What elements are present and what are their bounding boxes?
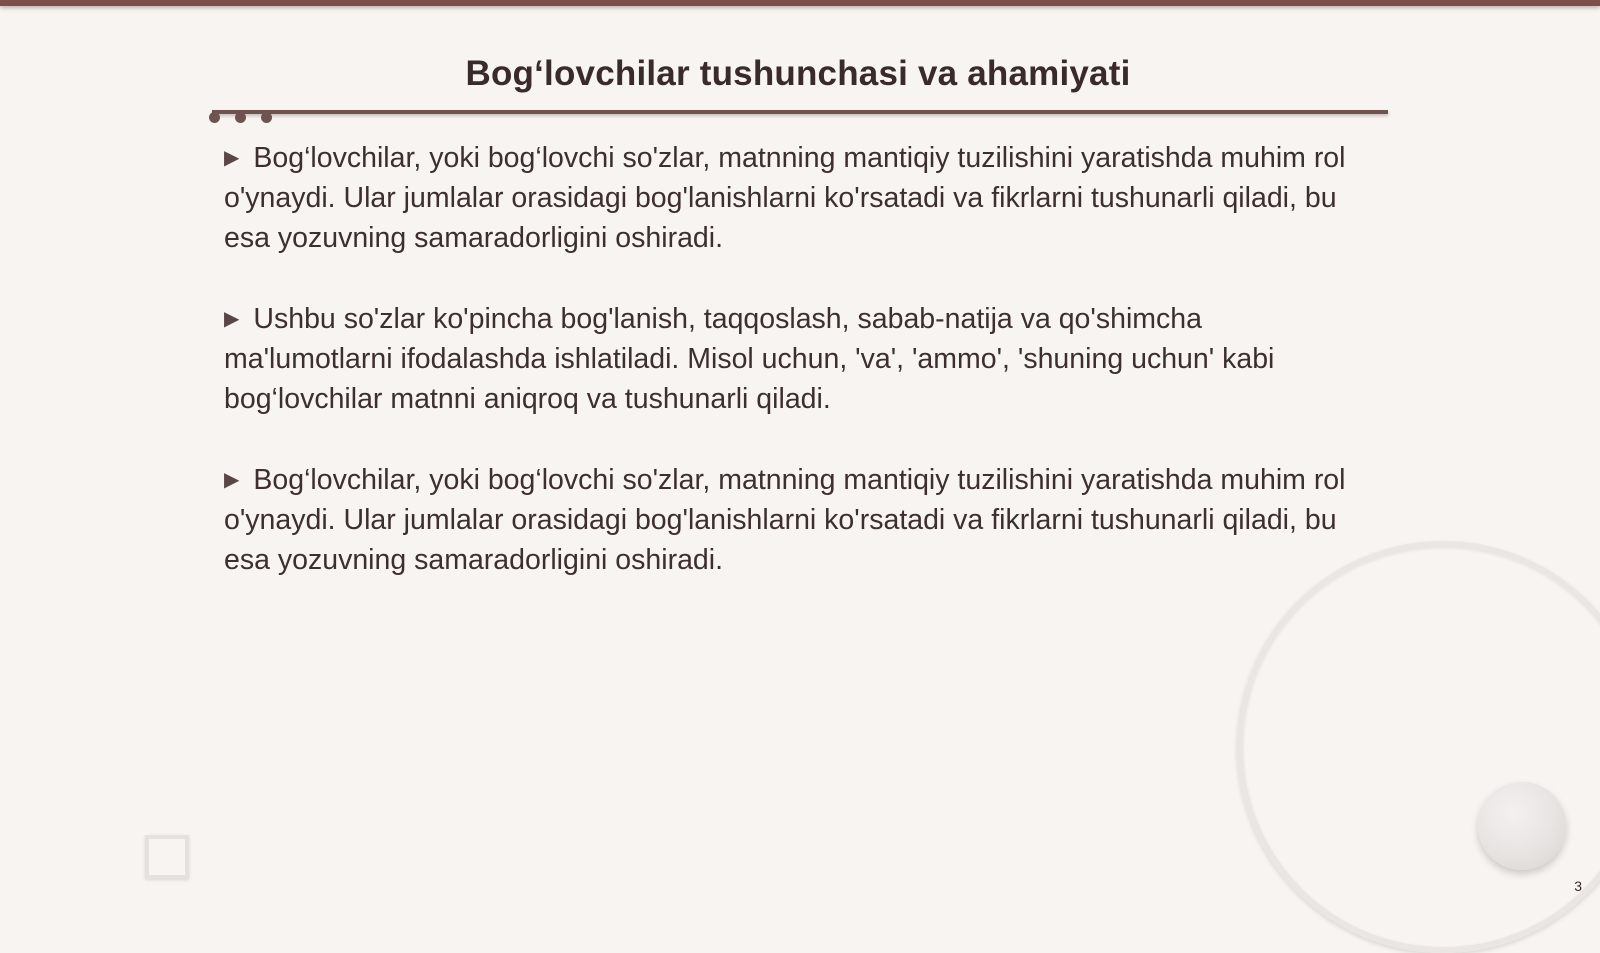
decorative-square xyxy=(145,835,189,879)
paragraph-text: Bog‘lovchilar, yoki bog‘lovchi so'zlar, matnning mantiqiy tuzilishini yaratishda muhim rol o'ynaydi. Ular jumlalar orasidagi bog'lanishlarni ko'rsatadi va fikrlarni tushunarli qiladi, bu esa yozuvning samaradorligini oshiradi. xyxy=(224,464,1346,576)
decorative-dot xyxy=(209,112,220,123)
title-underline xyxy=(212,110,1388,114)
decorative-sphere xyxy=(1478,782,1566,870)
triangle-bullet-icon: ▶ xyxy=(224,147,240,169)
top-accent-bar xyxy=(0,0,1600,6)
bullet-paragraph xyxy=(224,299,1374,419)
decorative-dot xyxy=(235,112,246,123)
page-number: 3 xyxy=(1574,878,1582,894)
triangle-bullet-icon: ▶ xyxy=(224,308,240,330)
slide-body xyxy=(224,138,1374,621)
triangle-bullet-icon: ▶ xyxy=(224,469,240,491)
decorative-dot xyxy=(261,112,272,123)
paragraph-text: Ushbu so'zlar ko'pincha bog'lanish, taqqoslash, sabab-natija va qo'shimcha ma'lumotlarni ifodalashda ishlatiladi. Misol uchun, 'va', 'ammo', 'shuning uchun' kabi bog‘lovchilar matnni aniqroq va tushunarli qiladi. xyxy=(224,303,1275,415)
bullet-paragraph xyxy=(224,138,1374,258)
slide-title: Bog‘lovchilar tushunchasi va ahamiyati xyxy=(465,54,1131,93)
paragraph-text: Bog‘lovchilar, yoki bog‘lovchi so'zlar, matnning mantiqiy tuzilishini yaratishda muhim rol o'ynaydi. Ular jumlalar orasidagi bog'lanishlarni ko'rsatadi va fikrlarni tushunarli qiladi, bu esa yozuvning samaradorligini oshiradi. xyxy=(224,142,1346,254)
bullet-paragraph xyxy=(224,460,1374,580)
